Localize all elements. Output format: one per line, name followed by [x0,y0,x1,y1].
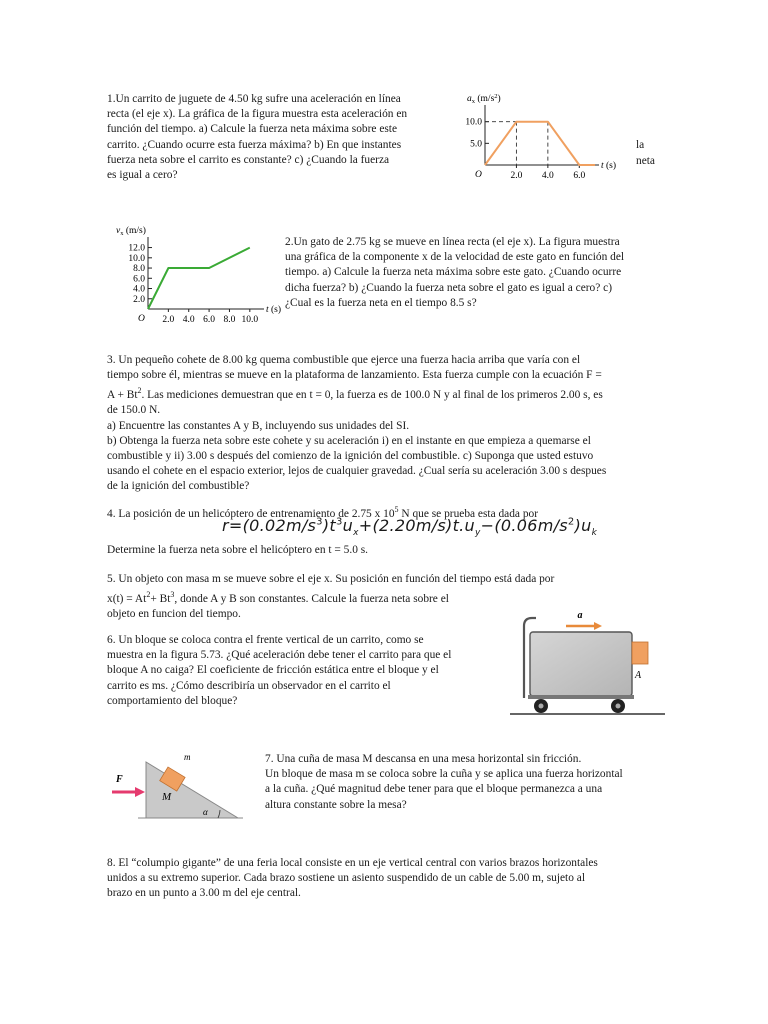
p5-eq-b: + Bt [150,593,171,605]
eq-part: y [474,528,481,539]
p4-intro-b: N que se prueba esta dada por [398,507,539,520]
x-axis-label: t (s) [601,161,617,171]
p6-line: bloque A no caiga? El coeficiente de fricción estática entre el bloque y el [107,664,439,677]
eq-part: x [353,528,359,539]
wedge-figure [108,750,248,822]
cart-body [530,632,632,696]
eq-part: 3 [335,516,343,528]
p6-line: comportamiento del bloque? [107,694,238,707]
y-tick-label: 4.0 [133,284,145,295]
x-tick-label: 10.0 [241,315,259,325]
y-tick-label: 10.0 [128,253,145,264]
eq-part: 2 [567,516,575,528]
problem-5-text [107,572,577,622]
eq-part: )t [322,516,336,535]
p3-line: tiempo sobre él, mientras se mueve en la plataforma de lanzamiento. Esta fuerza cumple con la ecuación F = [107,369,602,382]
y-tick-label: 12.0 [128,243,145,254]
p3-line [107,383,667,403]
p2-line: ¿Cual es la fuerza neta en el tiempo 8.5 s? [285,296,477,309]
p7-line: 7. Una cuña de masa M descansa en una mesa horizontal sin fricción. [265,753,582,765]
problem-6-text [107,633,490,709]
y-tick-label: 10.0 [465,117,482,128]
p6-line: muestra en la figura 5.73. ¿Qué aceleración debe tener el carrito para que el [107,649,452,662]
eq-part: k [591,528,598,539]
p4-intro-a: 4. La posición de un helicóptero de entrenamiento de 2.75 x 10 [107,507,395,520]
cart-base [528,695,634,699]
force-arrow-head [135,787,145,797]
p5-line: objeto en funcion del tiempo. [107,608,241,621]
eq-part: 3 [316,516,323,528]
p5-line: 5. Un objeto con masa m se mueve sobre el eje x. Su posición en función del tiempo está dada por [107,573,555,585]
problem-8-text [107,856,664,902]
x-tick-label: 4.0 [182,315,195,325]
block-a [632,642,648,664]
p8-line: brazo en un punto a 3.00 m del eje central. [107,887,301,900]
origin-label: O [475,170,482,180]
eq-part: r=(0.02 [222,516,286,535]
series-line [148,248,250,309]
p1-line: fuerza neta sobre el carrito es constante? c) ¿Cuando la fuerza [107,153,390,166]
p2-line: 2.Un gato de 2.75 kg se mueve en línea recta (el eje x). La figura muestra [285,236,620,248]
p7-line: a la cuña. ¿Qué magnitud debe tener para que el bloque permanezca a una [265,783,603,796]
p1-line: función del tiempo. a) Calcule la fuerza neta máxima sobre este [107,123,398,136]
problem-7-text [265,752,665,813]
eq-part: u [342,516,354,535]
x-tick-label: 4.0 [541,171,554,181]
acceleration-arrow-head [594,622,602,630]
y-axis-label: $v_x$ (m/s) [116,226,146,237]
eq-part: −(0.06 [480,516,538,535]
eq-part: m/s [415,516,447,535]
origin-label: O [138,314,145,324]
p3-line: b) Obtenga la fuerza neta sobre este cohete y su aceleración i) en el instante en que empieza a quemarse el [107,434,591,447]
p3-line: a) Encuentre las constantes A y B, incluyendo sus unidades del SI. [107,419,410,432]
force-label: F [116,774,123,785]
p1-line: carrito. ¿Cuando ocurre esta fuerza máxima? b) En que instantes [107,138,402,151]
y-tick-label: 6.0 [133,274,145,285]
y-tick-label: 2.0 [133,294,145,305]
p4-intro-sup: 5 [394,505,399,514]
p2-line: dicha fuerza? b) ¿Cuando la fuerza neta sobre el gato es igual a cero? c) [285,281,612,294]
cart-figure [510,606,670,721]
p1-line: 1.Un carrito de juguete de 4.50 kg sufre una aceleración en línea [107,93,401,105]
p3-line: de 150.0 N. [107,404,161,417]
x-axis-label: t (s) [266,305,282,315]
problem-3-text [107,353,667,495]
eq-part: +(2.20 [358,516,416,535]
eq-part: )u [574,516,592,535]
p1-side-la: la [636,139,645,151]
p3-eq-sup: 2 [137,386,142,396]
x-tick-label: 6.0 [203,315,216,325]
p4-question: Determine la fuerza neta sobre el helicóptero en t = 5.0 s. [107,544,369,556]
p6-line: 6. Un bloque se coloca contra el frente vertical de un carrito, como se [107,634,424,646]
p7-line: altura constante sobre la mesa? [265,798,407,811]
x-tick-label: 6.0 [573,171,586,181]
x-tick-label: 2.0 [162,315,175,325]
p1-side-neta: neta [636,155,655,167]
cart-wheel-left [534,699,548,713]
problem-1-text [107,92,438,183]
y-axis-label: $a_x$ $(m/s^2)$ [467,93,501,105]
eq-part: m/s [537,516,568,535]
p2-line: una gráfica de la componente x de la velocidad de este gato en función del [285,251,625,264]
p7-line: Un bloque de masa m se coloca sobre la cuña y se aplica una fuerza horizontal [265,768,623,781]
p3-line: de la ignición del combustible? [107,480,250,493]
p3-line: 3. Un pequeño cohete de 8.00 kg quema combustible que ejerce una fuerza hacia arriba que varía con el [107,354,581,366]
p5-eq-sup: 3 [170,590,175,600]
wedge [146,762,238,818]
position-equation [222,516,597,538]
velocity-chart [108,225,282,330]
p1-line: recta (el eje x). La gráfica de la figura muestra esta aceleración en [107,108,408,121]
angle-label: α [203,807,208,817]
p3-eq-a: A + Bt [107,389,138,402]
p5-eq-c: , donde A y B son constantes. Calcule la fuerza neta sobre el [174,593,449,605]
p8-line: unidos a su extremo superior. Cada brazo sostiene un asiento suspendido de un cable de 5.00 m, sujeto al [107,872,585,885]
accel-label: a [577,610,583,621]
small-mass-label: m [184,752,191,762]
x-tick-label: 2.0 [510,171,523,181]
p2-line: tiempo. a) Calcule la fuerza neta máxima sobre este gato. ¿Cuando ocurre [285,266,622,279]
cart-wheel-right [611,699,625,713]
series-line [485,122,595,165]
eq-part: )t.u [446,516,475,535]
eq-part: m/s [285,516,317,535]
y-tick-label: 5.0 [470,139,482,150]
problem-2-text [285,235,662,311]
p5-eq-sup: 2 [146,590,151,600]
p1-line: es igual a cero? [107,169,178,182]
x-tick-label: 8.0 [223,315,236,325]
p3-line: usando el cohete en el espacio exterior, lejos de cualquier gravedad. ¿Cual sería su aceleración 3.00 s despues [107,465,607,478]
block-label: A [635,670,642,681]
p6-line: carrito es ms. ¿Cómo describiría un observador en el carrito el [107,679,391,692]
p5-line [107,587,577,607]
big-mass-label: M [162,791,172,803]
acceleration-chart [455,95,625,185]
p3-line: combustible y ii) 3.00 s después del comienzo de la ignición del combustible. c) Suponga que usted estuvo [107,450,594,463]
p3-eq-b: . Las mediciones demuestran que en t = 0, la fuerza es de 100.0 N y al final de los primeros 2.00 s, es [141,389,603,402]
p8-line: 8. El “columpio gigante” de una feria local consiste en un eje vertical central con varios brazos horizontales [107,857,598,869]
y-tick-label: 8.0 [133,264,145,275]
p5-eq-a: x(t) = At [107,593,147,605]
